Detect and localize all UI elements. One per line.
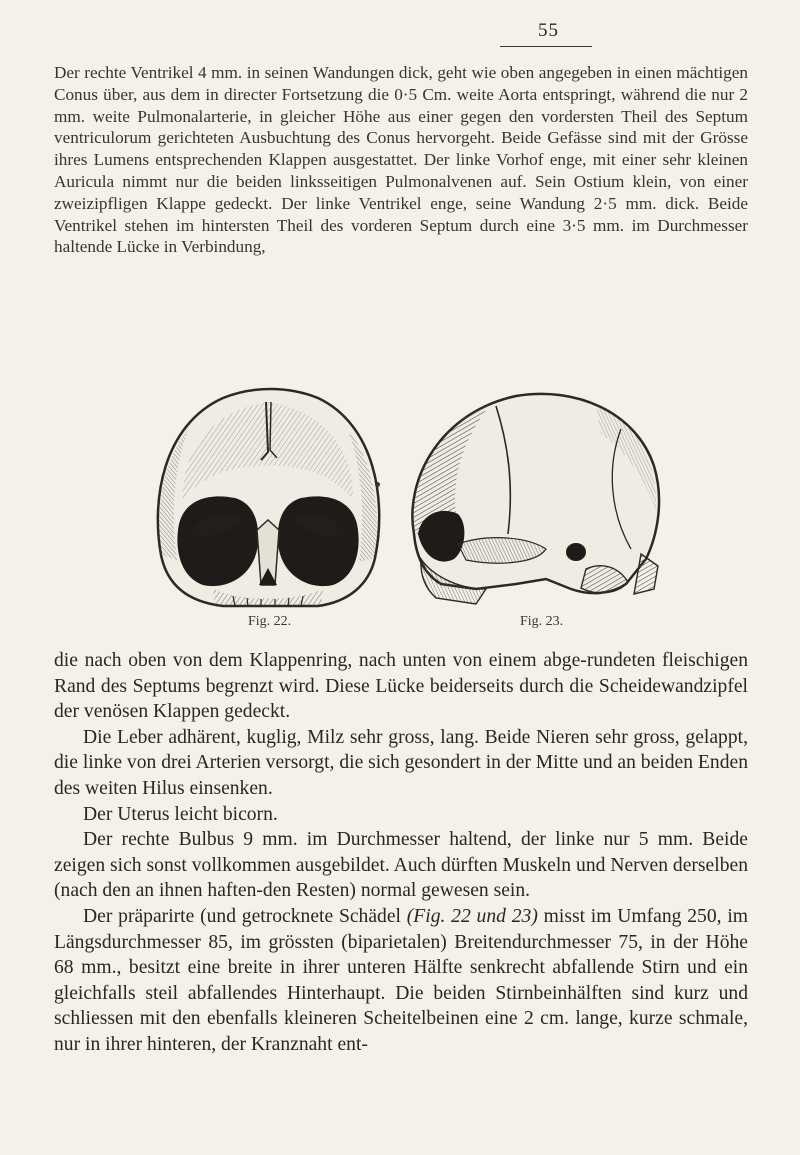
skull-front-figure	[143, 380, 393, 610]
header-rule	[500, 46, 592, 47]
figure-reference: (Fig. 22 und 23)	[406, 905, 538, 927]
paragraph-liver-kidneys: Die Leber adhärent, kuglig, Milz sehr gross, lang. Beide Nieren sehr gross, gelappt, die linke von drei Arterien versorgt, die sich gesondert in der Mitte und an beiden Enden des weiten Hilus einsenken.	[54, 726, 748, 799]
paragraph-septum-gap: die nach oben von dem Klappenring, nach unten von einem abge-rundeten fleischigen Rand des Septums begrenzt wird. Diese Lücke beiderseits durch die Scheidewandzipfel der venösen Klappen gedeckt.	[54, 650, 748, 723]
skull-side-figure	[396, 384, 668, 610]
paragraph-bulbus: Der rechte Bulbus 9 mm. im Durchmesser haltend, der linke nur 5 mm. Beide zeigen sich sonst vollkommen ausgebildet. Auch dürften Muskeln und Nerven derselben (nach den an ihnen haften-den Resten) normal gewesen sein.	[54, 829, 748, 902]
top-text-block	[54, 62, 748, 258]
bottom-text-block	[54, 648, 748, 1058]
paragraph-skull	[54, 904, 748, 1058]
figure-23-caption: Fig. 23.	[520, 614, 564, 629]
paragraph-uterus: Der Uterus leicht bicorn.	[83, 803, 278, 825]
page-number: 55	[538, 20, 559, 41]
skull-text-end: misst im Umfang 250, im Längsdurchmesser 85, im grössten (biparietalen) Breitendurchmesser 75, in der Höhe 68 mm., besitzt eine breite in ihrer unteren Hälfte senkrecht abfallende Stirn und ein gleichfalls steil abfallendes Hinterhaupt. Die beiden Stirnbeinhälften sind kurz und schliessen mit den ebenfalls kleineren Scheitelbeinen eine 2 cm. lange, kurze schmale, nur in ihrer hinteren, der Kranznaht ent-	[54, 905, 749, 1055]
top-paragraph: Der rechte Ventrikel 4 mm. in seinen Wandungen dick, geht wie oben angegeben in einen mächtigen Conus über, aus dem in directer Fortsetzung die 0·5 Cm. weite Aorta entspringt, während die nur 2 mm. weite Pulmonalarterie, in gleicher Höhe aus einer gegen den vordersten Theil des Septum ventriculorum gerichteten Ausbuchtung des Conus hervorgeht. Beide Gefässe sind mit der Grösse ihres Lumens entsprechenden Klappen ausgestattet. Der linke Vorhof enge, mit einer sehr kleinen Auricula nimmt nur die beiden linksseitigen Pulmonalvenen auf. Sein Ostium klein, von einer zweizipfligen Klappe gedeckt. Der linke Ventrikel enge, seine Wandung 2·5 mm. dick. Beide Ventrikel stehen im hintersten Theil des vorderen Septum durch eine 3·5 mm. im Durchmesser haltende Lücke in Verbindung,	[54, 63, 748, 257]
skull-text-start: Der präparirte (und getrocknete Schädel	[83, 905, 407, 927]
figure-separator-dot	[375, 482, 380, 487]
figure-22-caption: Fig. 22.	[248, 614, 292, 629]
